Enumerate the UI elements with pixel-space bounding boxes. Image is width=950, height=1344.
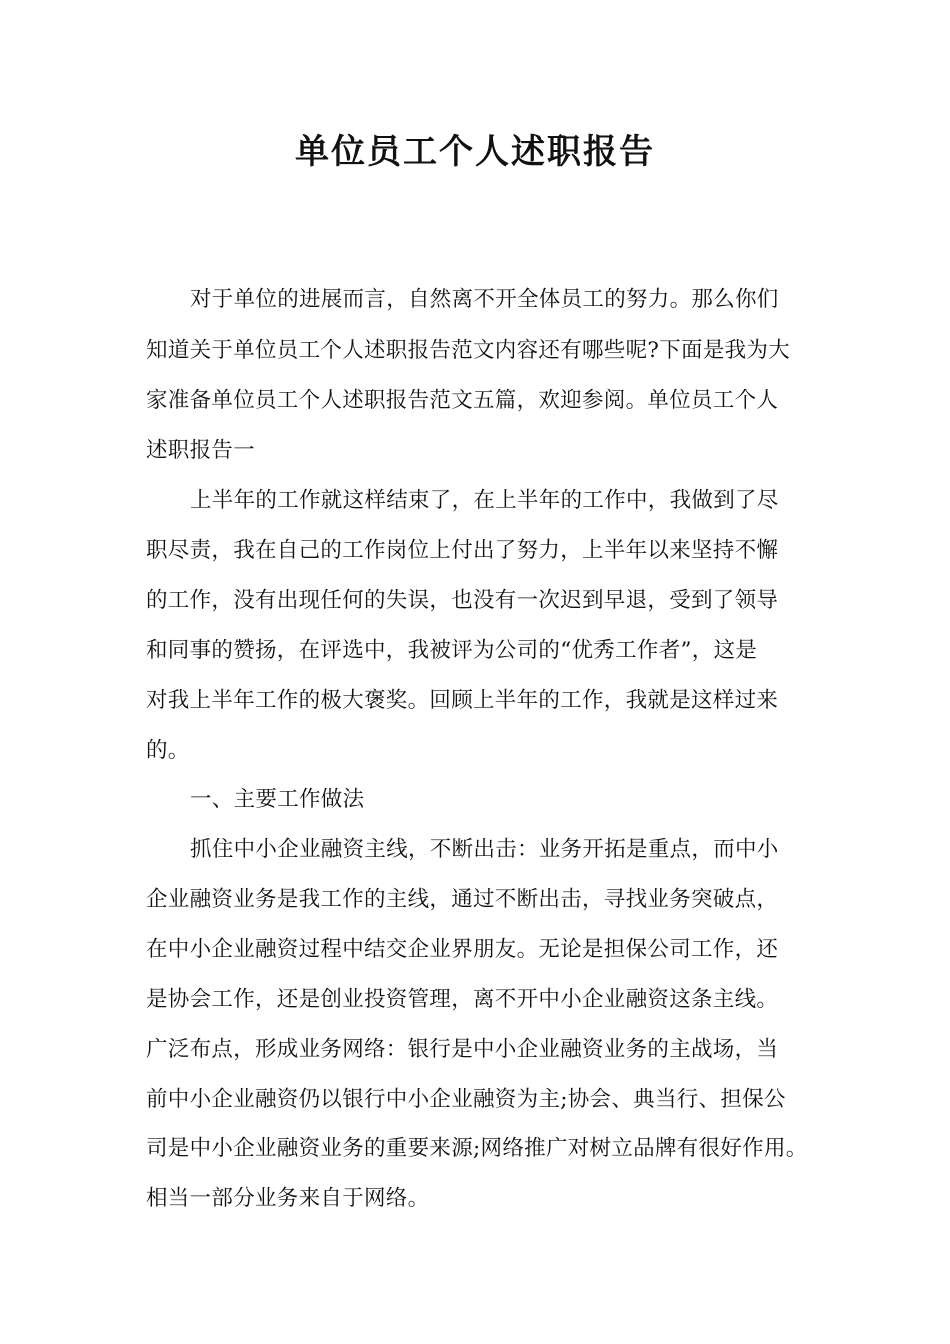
text-line: 的工作，没有出现任何的失误，也没有一次迟到早退，受到了领导 [146, 588, 779, 613]
text-line: 是协会工作，还是创业投资管理，离不开中小企业融资这条主线。 [146, 987, 779, 1012]
section-heading: 一、主要工作做法 [190, 787, 365, 812]
text-line: 前中小企业融资仍以银行中小企业融资为主;协会、典当行、担保公 [146, 1087, 786, 1112]
text-line: 知道关于单位员工个人述职报告范文内容还有哪些呢?下面是我为大 [146, 338, 791, 363]
text-line: 在中小企业融资过程中结交企业界朋友。无论是担保公司工作，还 [146, 937, 779, 962]
text-line: 广泛布点，形成业务网络：银行是中小企业融资业务的主战场，当 [146, 1037, 779, 1062]
text-line: 企业融资业务是我工作的主线，通过不断出击，寻找业务突破点， [146, 887, 779, 912]
text-line: 职尽责，我在自己的工作岗位上付出了努力，上半年以来坚持不懈 [146, 538, 779, 563]
text-line: 上半年的工作就这样结束了，在上半年的工作中，我做到了尽 [190, 488, 779, 513]
text-line: 对我上半年工作的极大褒奖。回顾上半年的工作，我就是这样过来 [146, 688, 779, 713]
text-line: 和同事的赞扬，在评选中，我被评为公司的“优秀工作者”，这是 [146, 638, 758, 663]
text-line: 家准备单位员工个人述职报告范文五篇，欢迎参阅。单位员工个人 [146, 388, 779, 413]
text-line: 抓住中小企业融资主线，不断出击：业务开拓是重点，而中小 [190, 837, 779, 862]
text-line: 的。 [146, 738, 190, 763]
text-line: 司是中小企业融资业务的重要来源;网络推广对树立品牌有很好作用。 [146, 1136, 808, 1161]
text-line: 述职报告一 [146, 438, 256, 463]
text-line: 对于单位的进展而言，自然离不开全体员工的努力。那么你们 [190, 287, 779, 312]
document-title: 单位员工个人述职报告 [295, 132, 655, 172]
text-line: 相当一部分业务来自于网络。 [146, 1186, 430, 1211]
